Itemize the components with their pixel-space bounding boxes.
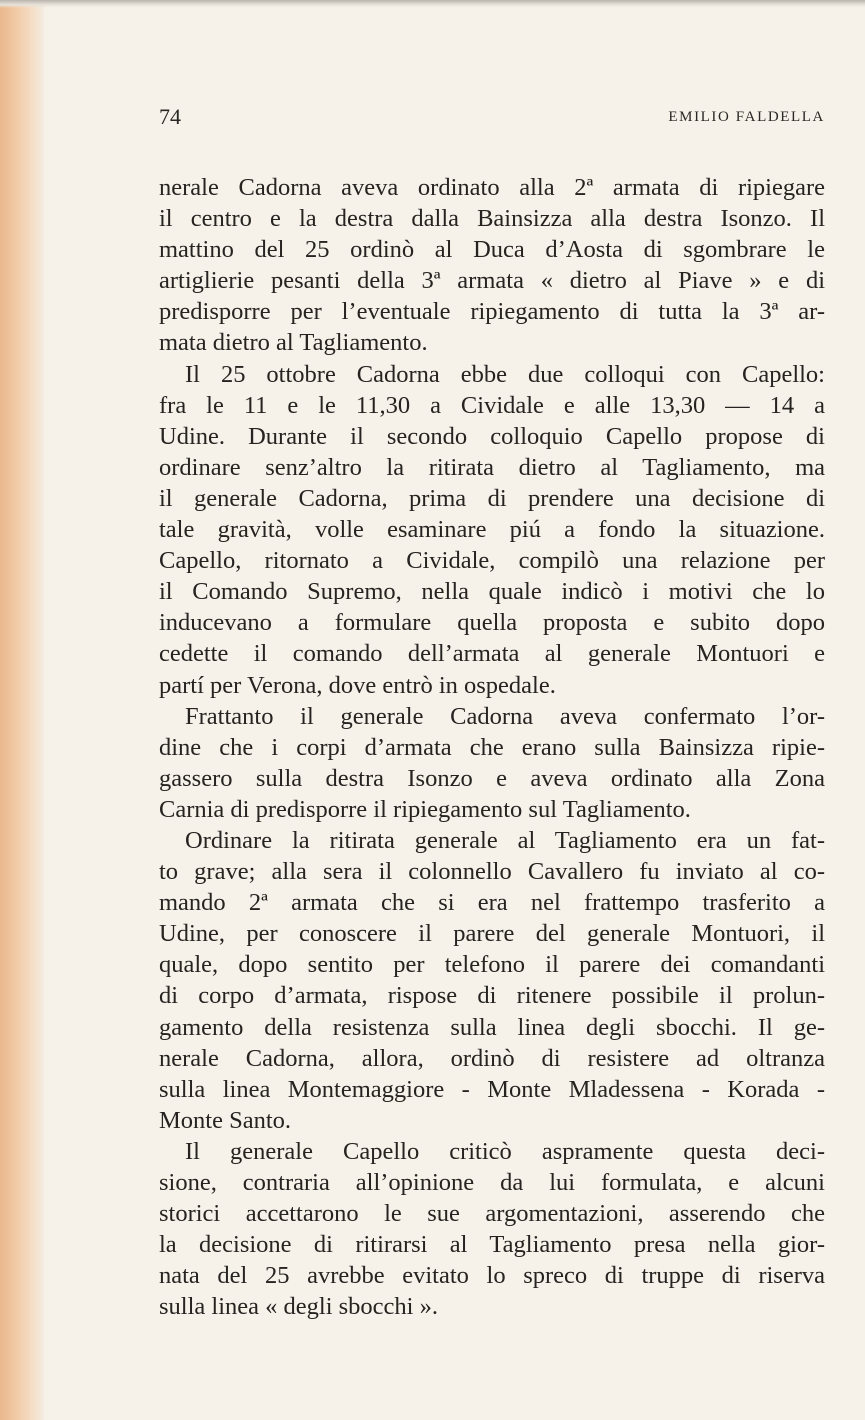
text-line: sulla linea « degli sbocchi ». bbox=[159, 1293, 438, 1321]
top-shadow bbox=[0, 0, 865, 8]
text-line: Capello, ritornato a Cividale, compilò una relazione per bbox=[159, 547, 825, 575]
paragraph bbox=[159, 701, 825, 825]
text-line: il generale Cadorna, prima di prendere una decisione di bbox=[159, 484, 825, 512]
paragraph bbox=[159, 1136, 825, 1323]
text-line: il Comando Supremo, nella quale indicò i motivi che lo bbox=[159, 578, 825, 606]
text-line: gamento della resistenza sulla linea degli sbocchi. Il ge- bbox=[159, 1013, 825, 1041]
text-line: sione, contraria all’opinione da lui formulata, e alcuni bbox=[159, 1169, 825, 1196]
text-line: inducevano a formulare quella proposta e subito dopo bbox=[159, 609, 825, 637]
text-line: Frattanto il generale Cadorna aveva confermato l’or- bbox=[185, 702, 825, 730]
text-line: quale, dopo sentito per telefono il parere dei comandanti bbox=[159, 951, 825, 979]
paragraph bbox=[159, 825, 825, 1136]
text-line: Carnia di predisporre il ripiegamento sul Tagliamento. bbox=[159, 795, 691, 823]
text-line: ordinare senz’altro la ritirata dietro al Tagliamento, ma bbox=[159, 453, 825, 481]
text-line: mando 2ª armata che si era nel frattempo trasferito a bbox=[159, 889, 825, 917]
text-line: Monte Santo. bbox=[159, 1106, 292, 1134]
running-head bbox=[159, 102, 825, 132]
page-edge bbox=[0, 0, 44, 1420]
body-text bbox=[159, 172, 825, 1322]
text-line: Udine, per conoscere il parere del generale Montuori, il bbox=[159, 920, 825, 948]
page-number: 74 bbox=[159, 104, 181, 129]
text-line: predisporre per l’eventuale ripiegamento di tutta la 3ª ar- bbox=[159, 298, 825, 326]
text-line: Il 25 ottobre Cadorna ebbe due colloqui con Capello: bbox=[185, 360, 825, 388]
text-line: nerale Cadorna aveva ordinato alla 2ª armata di ripiegare bbox=[159, 174, 825, 201]
text-line: il centro e la destra dalla Bainsizza alla destra Isonzo. Il bbox=[159, 205, 825, 233]
text-line: tale gravità, volle esaminare piú a fondo la situazione. bbox=[159, 516, 825, 544]
text-line: storici accettarono le sue argomentazioni, asserendo che bbox=[159, 1200, 825, 1228]
text-line: partí per Verona, dove entrò in ospedale. bbox=[159, 671, 556, 699]
text-line: artiglierie pesanti della 3ª armata « dietro al Piave » e di bbox=[159, 267, 825, 295]
text-line: to grave; alla sera il colonnello Cavallero fu inviato al co- bbox=[159, 858, 825, 886]
text-line: fra le 11 e le 11,30 a Cividale e alle 13,30 — 14 a bbox=[159, 391, 825, 419]
text-line: mata dietro al Tagliamento. bbox=[159, 329, 428, 357]
text-line: cedette il comando dell’armata al generale Montuori e bbox=[159, 640, 825, 668]
text-line: sulla linea Montemaggiore - Monte Mladessena - Korada - bbox=[159, 1075, 825, 1103]
text-line: di corpo d’armata, rispose di ritenere possibile il prolun- bbox=[159, 982, 825, 1010]
text-line: la decisione di ritirarsi al Tagliamento presa nella gior- bbox=[159, 1231, 825, 1259]
text-line: gassero sulla destra Isonzo e aveva ordinato alla Zona bbox=[159, 764, 825, 792]
text-line: mattino del 25 ordinò al Duca d’Aosta di sgombrare le bbox=[159, 236, 825, 264]
text-line: nata del 25 avrebbe evitato lo spreco di truppe di riserva bbox=[159, 1262, 825, 1290]
paragraph bbox=[159, 359, 825, 701]
text-line: nerale Cadorna, allora, ordinò di resistere ad oltranza bbox=[159, 1044, 825, 1072]
running-head-author: EMILIO FALDELLA bbox=[668, 109, 825, 125]
paragraph bbox=[159, 172, 825, 359]
text-line: Udine. Durante il secondo colloquio Capello propose di bbox=[159, 422, 825, 450]
text-line: Il generale Capello criticò aspramente questa deci- bbox=[185, 1137, 825, 1165]
text-line: dine che i corpi d’armata che erano sulla Bainsizza ripie- bbox=[159, 733, 825, 761]
text-line: Ordinare la ritirata generale al Tagliamento era un fat- bbox=[185, 826, 825, 854]
